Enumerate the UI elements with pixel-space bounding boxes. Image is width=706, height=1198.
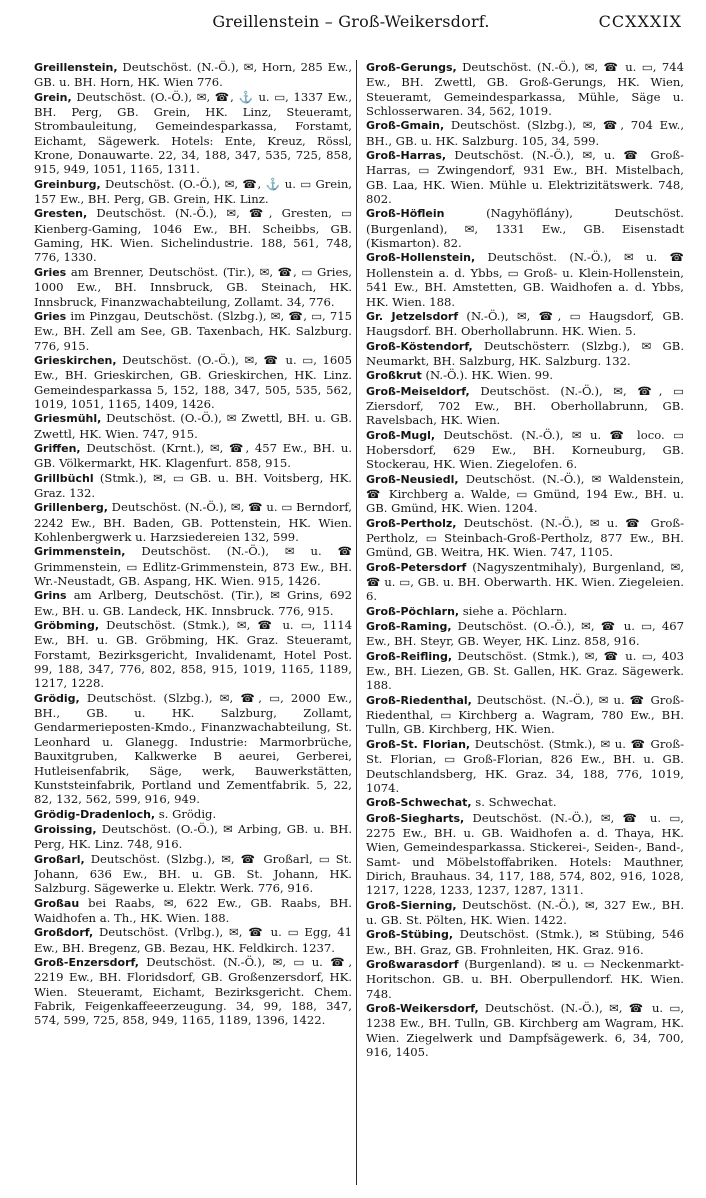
- entry-text: Deutschöst. (Stmk.), ✉, ☎ u. ▭, 1114 Ew., BH. u. GB. Gröbming, HK. Graz. Steueramt, Forstamt, Bezirksgericht, Invalidenamt, Hotel Post. 99, 188, 347, 776, 802, 858, 915, 1019, 1165, 1189, 1217, 1228.: [34, 618, 352, 691]
- entry-text: siehe a. Pöchlarn.: [462, 603, 568, 618]
- right-column: [366, 60, 684, 1185]
- entry-text: am Brenner, Deutschöst. (Tir.), ✉, ☎, ▭ Gries, 1000 Ew., BH. Innsbruck, GB. Steinach, HK. Innsbruck, Finanzwachabteilung, Zollamt. 34, 776.: [34, 264, 352, 309]
- entry-text: s. Schwechat.: [475, 795, 557, 810]
- gazetteer-entry: [366, 560, 684, 604]
- gazetteer-entry: [34, 60, 352, 90]
- entry-headword: Groß-Sierning,: [366, 898, 457, 912]
- gazetteer-entry: [34, 691, 352, 807]
- gazetteer-entry: [366, 384, 684, 428]
- entry-headword: Groß-Pöchlarn,: [366, 604, 460, 618]
- gazetteer-entry: [366, 148, 684, 206]
- entry-text: Deutschöst. (Slzbg.), ✉, ☎, ▭, 2000 Ew., BH., GB. u. HK. Salzburg, Zollamt, Gendarmerieposten-Kmdo., Finanzwachabteilung, St. Leonhard u. Glanegg. Industrie: Marmorbrüche, Bauxitgruben, Kalkwerke B aeurei, Gerberei, Hutleisenfabrik, Säge, werk, Bauwerkstätten, Kunststeinfabrik, Portland und Zementfabrik. 5, 22, 82, 132, 562, 599, 916, 949.: [34, 690, 352, 807]
- entry-text: Deutschöst. (N.-Ö.), ✉, ☎ u. ▭ Berndorf, 2242 Ew., BH. Baden, GB. Pottenstein, HK. Wien. Kohlenbergwerk u. Harzsiedereien 132, 599.: [34, 500, 352, 544]
- entry-text: Deutschöst. (N.-Ö.), ✉, u. ☎ Groß-Harras, ▭ Zwingendorf, 931 Ew., BH. Mistelbach, GB. Laa, HK. Wien. Mühle u. Elektrizitätswerk. 748, 802.: [366, 148, 684, 207]
- entry-text: Deutschöst. (O.-Ö.), ✉, ☎ u. ▭, 467 Ew., BH. Steyr, GB. Weyer, HK. Linz. 858, 916.: [366, 619, 684, 649]
- gazetteer-entry: [34, 500, 352, 544]
- entry-headword: Grillenberg,: [34, 501, 108, 515]
- page-number: CCXXXIX: [598, 12, 682, 31]
- entry-text: (Stmk.), ✉, ▭ GB. u. BH. Voitsberg, HK. Graz. 132.: [34, 470, 352, 500]
- gazetteer-entry: [366, 619, 684, 649]
- entry-headword: Groissing,: [34, 822, 97, 836]
- entry-headword: Groß-Schwechat,: [366, 796, 472, 810]
- entry-text: im Pinzgau, Deutschöst. (Slzbg.), ✉, ☎, ▭, 715 Ew., BH. Zell am See, GB. Taxenbach, HK. Salzburg. 776, 915.: [34, 308, 352, 353]
- entry-headword: Großau: [34, 896, 80, 910]
- entry-headword: Groß-Stübing,: [366, 928, 454, 942]
- entry-headword: Gr. Jetzelsdorf: [366, 309, 459, 323]
- gazetteer-entry: [366, 250, 684, 308]
- gazetteer-entry: [34, 618, 352, 691]
- entry-headword: Groß-Pertholz,: [366, 516, 457, 530]
- entry-text: Deutschöst. (N.-Ö.), ✉, ▭ u. ☎, 2219 Ew., BH. Floridsdorf, GB. Großenzersdorf, HK. Wien. Steueramt, Eichamt, Bezirksgericht. Chem. Fabrik, Feigenkaffeeerzeugung. 34, 99, 188, 347, 574, 599, 725, 858, 949, 1165, 1189, 1396, 1422.: [34, 954, 352, 1028]
- entry-headword: Greinburg,: [34, 177, 101, 191]
- entry-headword: Grödig,: [34, 691, 80, 705]
- gazetteer-entry: [34, 353, 352, 411]
- gazetteer-entry: [366, 206, 684, 250]
- gazetteer-entry: [34, 441, 352, 471]
- entry-headword: Grieskirchen,: [34, 353, 117, 367]
- gazetteer-entry: [366, 368, 684, 383]
- entry-text: Deutschöst. (O.-Ö.), ✉, ☎, ⚓ u. ▭, 1337 Ew., BH. Perg, GB. Grein, HK. Linz, Steueramt, Strombauleitung, Gemeindesparkassa, Forstamt, Eichamt, Sägewerk. Hotels: Ente, Kreuz, Rössl, Krone, Donauwarte. 22, 34, 188, 347, 535, 725, 858, 915, 949, 1051, 1165, 1311.: [34, 89, 352, 177]
- entry-headword: Groß-Gmain,: [366, 119, 445, 133]
- left-column: [34, 60, 352, 1185]
- entry-headword: Gries: [34, 265, 67, 279]
- entry-text: Deutschöst. (N.-Ö.), ✉, ☎, ▭ Ziersdorf, 702 Ew., BH. Oberhollabrunn, GB. Ravelsbach, HK. Wien.: [366, 383, 684, 428]
- gazetteer-entry: [366, 428, 684, 472]
- entry-headword: Groß-Neusiedl,: [366, 472, 459, 486]
- gazetteer-entry: [34, 588, 352, 618]
- gazetteer-entry: [34, 206, 352, 264]
- entry-headword: Grödig-Dradenloch,: [34, 807, 156, 821]
- entry-text: Deutschöst. (Slzbg.), ✉, ☎ Großarl, ▭ St. Johann, 636 Ew., BH. u. GB. St. Johann, HK. Salzburg. Sägewerke u. Elektr. Werk. 776, 916.: [34, 851, 352, 896]
- gazetteer-entry: [366, 927, 684, 957]
- entry-text: Deutschöst. (N.-Ö.), ✉ u. ☎ Groß-Riedenthal, ▭ Kirchberg a. Wagram, 780 Ew., BH. Tulln, GB. Kirchberg, HK. Wien.: [366, 692, 684, 737]
- entry-text: am Arlberg, Deutschöst. (Tir.), ✉ Grins, 692 Ew., BH. u. GB. Landeck, HK. Innsbruck. 776, 915.: [34, 588, 352, 618]
- gazetteer-entry: [34, 471, 352, 501]
- entry-text: (N.-Ö.), ✉, ☎, ▭ Haugsdorf, GB. Haugsdorf. BH. Oberhollabrunn. HK. Wien. 5.: [366, 308, 684, 339]
- entry-text: s. Grödig.: [158, 806, 217, 821]
- entry-text: Deutschöst. (N.-Ö.), ✉, ☎ u. ▭, 2275 Ew., BH. u. GB. Waidhofen a. d. Thaya, HK. Wien, Gemeindesparkassa. Stickerei-, Seiden-, Band-, Samt- und Möbelstoffabriken. Hotels: Mauthner, Dirich, Brauhaus. 34, 117, 188, 574, 802, 916, 1028, 1217, 1228, 1233, 1237, 1287, 1311.: [366, 810, 684, 898]
- gazetteer-entry: [366, 1001, 684, 1059]
- gazetteer-entry: [366, 516, 684, 560]
- entry-headword: Groß-Siegharts,: [366, 811, 465, 825]
- entry-text: Deutschöst. (N.-Ö.), ✉ u. ☎ Grimmenstein, ▭ Edlitz-Grimmenstein, 873 Ew., BH. Wr.-Neustadt, GB. Aspang, HK. Wien. 915, 1426.: [34, 544, 352, 589]
- entry-text: Deutschöst. (O.-Ö.), ✉, ☎, ⚓ u. ▭ Grein, 157 Ew., BH. Perg, GB. Grein, HK. Linz.: [34, 176, 352, 207]
- entry-text: Deutschöst. (N.-Ö.), ✉, 327 Ew., BH. u. GB. St. Pölten, HK. Wien. 1422.: [366, 897, 684, 927]
- entry-text: Deutschöst. (Stmk.), ✉, ☎ u. ▭, 403 Ew., BH. Liezen, GB. St. Gallen, HK. Graz. Sägewerk. 188.: [366, 648, 684, 693]
- gazetteer-entry: [34, 90, 352, 177]
- gazetteer-entry: [34, 309, 352, 353]
- entry-text: Deutschöst. (N.-Ö.), ✉ Waldenstein, ☎ Kirchberg a. Walde, ▭ Gmünd, 194 Ew., BH. u. GB. Gmünd, HK. Wien. 1204.: [366, 471, 684, 516]
- entry-headword: Grimmenstein,: [34, 545, 126, 559]
- entry-text: (Nagyszentmihaly), Burgenland, ✉, ☎ u. ▭, GB. u. BH. Oberwarth. HK. Wien. Ziegeleien. 6.: [366, 559, 684, 604]
- gazetteer-entry: [34, 807, 352, 822]
- gazetteer-entry: [34, 852, 352, 896]
- entry-headword: Groß-Weikersdorf,: [366, 1002, 479, 1015]
- gazetteer-entry: [366, 811, 684, 898]
- entry-headword: Groß-Enzersdorf,: [34, 955, 139, 969]
- entry-headword: Groß-St. Florian,: [366, 737, 471, 751]
- entry-text: Deutschöst. (N.-Ö.), ✉, ☎ u. ▭, 744 Ew., BH. Zwettl, GB. Groß-Gerungs, HK. Wien, Steueramt, Gemeindesparkassa, Mühle, Säge u. Schlosserwaren. 34, 562, 1019.: [366, 60, 684, 119]
- gazetteer-entry: [366, 898, 684, 928]
- gazetteer-entry: [34, 955, 352, 1028]
- entry-headword: Grins: [34, 589, 67, 603]
- gazetteer-entry: [34, 265, 352, 309]
- entry-text: Deutschöst. (Slzbg.), ✉, ☎, 704 Ew., BH., GB. u. HK. Salzburg. 105, 34, 599.: [366, 118, 684, 148]
- gazetteer-entry: [366, 60, 684, 118]
- entry-text: Deutschöst. (O.-Ö.), ✉, ☎ u. ▭, 1605 Ew., BH. Grieskirchen, GB. Grieskirchen, HK. Linz. Gemeindesparkassa 5, 152, 188, 347, 505, 535, 562, 1019, 1051, 1165, 1409, 1426.: [34, 352, 352, 411]
- entry-headword: Groß-Hollenstein,: [366, 251, 476, 265]
- entry-headword: Gresten,: [34, 207, 88, 221]
- gazetteer-entry: [34, 544, 352, 588]
- gazetteer-entry: [34, 925, 352, 955]
- entry-text: Deutschöst. (N.-Ö.), ✉ u. ☎ Hollenstein a. d. Ybbs, ▭ Groß- u. Klein-Hollenstein, 541 Ew., BH. Amstetten, GB. Waidhofen a. d. Ybbs, HK. Wien. 188.: [366, 250, 684, 309]
- gazetteer-entry: [34, 822, 352, 852]
- entry-text: Deutschöst. (Stmk.), ✉ Stübing, 546 Ew., BH. Graz, GB. Frohnleiten, HK. Graz. 916.: [366, 927, 684, 957]
- entry-text: Deutschöst. (N.-Ö.), ✉, Horn, 285 Ew., GB. u. BH. Horn, HK. Wien 776.: [34, 60, 352, 90]
- entry-headword: Groß-Raming,: [366, 620, 452, 634]
- gazetteer-entry: [366, 118, 684, 148]
- entry-text: bei Raabs, ✉, 622 Ew., GB. Raabs, BH. Waidhofen a. Th., HK. Wien. 188.: [34, 895, 352, 925]
- running-title: Greillenstein – Groß-Weikersdorf.: [212, 12, 490, 31]
- gazetteer-entry: [366, 339, 684, 369]
- entry-headword: Gröbming,: [34, 619, 100, 633]
- entry-text: (Nagyhöflány), Deutschöst. (Burgenland), ✉, 1331 Ew., GB. Eisenstadt (Kismarton). 82.: [366, 206, 684, 251]
- entry-headword: Großdorf,: [34, 926, 94, 940]
- gazetteer-entry: [34, 896, 352, 926]
- entry-headword: Groß-Reifling,: [366, 649, 452, 663]
- entry-headword: Groß-Riedenthal,: [366, 693, 472, 707]
- entry-headword: Greillenstein,: [34, 61, 118, 74]
- entry-headword: Grein,: [34, 90, 72, 104]
- entry-headword: Gries: [34, 309, 67, 323]
- entry-headword: Griffen,: [34, 441, 81, 455]
- entry-text: Deutschöst. (Vrlbg.), ✉, ☎ u. ▭ Egg, 41 Ew., BH. Bregenz, GB. Bezau, HK. Feldkirch. 1237.: [34, 925, 352, 955]
- gazetteer-entry: [366, 604, 684, 619]
- gazetteer-entry: [366, 649, 684, 693]
- entry-headword: Großkrut: [366, 369, 422, 383]
- gazetteer-entry: [366, 693, 684, 737]
- entry-headword: Groß-Mugl,: [366, 428, 436, 442]
- entry-headword: Groß-Harras,: [366, 149, 447, 163]
- entry-headword: Groß-Höflein: [366, 207, 445, 221]
- entry-headword: Groß-Petersdorf: [366, 560, 467, 574]
- gazetteer-entry: [366, 309, 684, 339]
- gazetteer-entry: [34, 411, 352, 441]
- entry-text: Deutschöst. (Krnt.), ✉, ☎, 457 Ew., BH. u. GB. Völkermarkt, HK. Klagenfurt. 858, 915.: [34, 440, 352, 471]
- gazetteer-entry: [366, 795, 684, 810]
- entry-text: Deutschöst. (N.-Ö.), ✉ u. ☎ loco. ▭ Hobersdorf, 629 Ew., BH. Korneuburg, GB. Stockerau, HK. Wien. Ziegelofen. 6.: [366, 427, 684, 472]
- entry-headword: Groß-Gerungs,: [366, 61, 457, 74]
- entry-text: Deutschöst. (Stmk.), ✉ u. ☎ Groß-St. Florian, ▭ Groß-Florian, 826 Ew., BH. u. GB. Deutschlandsberg, HK. Graz. 34, 188, 776, 1019, 1074.: [366, 736, 684, 795]
- entry-headword: Großwarasdorf: [366, 957, 459, 971]
- entry-text: (Burgenland). ✉ u. ▭ Neckenmarkt-Horitschon. GB. u. BH. Oberpullendorf. HK. Wien. 748.: [366, 956, 684, 1001]
- entry-text: Deutschöst. (N.-Ö.), ✉, ☎, Gresten, ▭ Kienberg-Gaming, 1046 Ew., BH. Scheibbs, GB. Gaming, HK. Wien. Sichelindustrie. 188, 561, 748, 776, 1330.: [34, 206, 352, 265]
- entry-text: Deutschöst. (O.-Ö.), ✉ Arbing, GB. u. BH. Perg, HK. Linz. 748, 916.: [34, 821, 352, 852]
- entry-headword: Groß-Meiseldorf,: [366, 384, 470, 398]
- entry-text: (N.-Ö.). HK. Wien. 99.: [425, 368, 554, 383]
- column-divider: [356, 60, 357, 1185]
- entry-text: Deutschösterr. (Slzbg.), ✉ GB. Neumarkt, BH. Salzburg, HK. Salzburg. 132.: [366, 338, 684, 368]
- entry-text: Deutschöst. (N.-Ö.), ✉, ☎ u. ▭, 1238 Ew., BH. Tulln, GB. Kirchberg am Wagram, HK. Wien. Ziegelwerk und Dampfsägewerk. 6, 34, 700, 916, 1405.: [366, 1001, 684, 1060]
- entry-headword: Griesmühl,: [34, 412, 102, 426]
- page-header: [20, 8, 682, 36]
- gazetteer-entry: [34, 177, 352, 207]
- entry-text: Deutschöst. (N.-Ö.), ✉ u. ☎ Groß-Pertholz, ▭ Steinbach-Groß-Pertholz, 877 Ew., BH. Gmünd, GB. Weitra, HK. Wien. 747, 1105.: [366, 515, 684, 560]
- gazetteer-entry: [366, 957, 684, 1001]
- entry-text: Deutschöst. (O.-Ö.), ✉ Zwettl, BH. u. GB. Zwettl, HK. Wien. 747, 915.: [34, 411, 352, 441]
- entry-headword: Grillbüchl: [34, 471, 94, 485]
- gazetteer-entry: [366, 472, 684, 516]
- entry-headword: Großarl,: [34, 852, 85, 866]
- gazetteer-entry: [366, 737, 684, 795]
- entry-headword: Groß-Köstendorf,: [366, 339, 473, 353]
